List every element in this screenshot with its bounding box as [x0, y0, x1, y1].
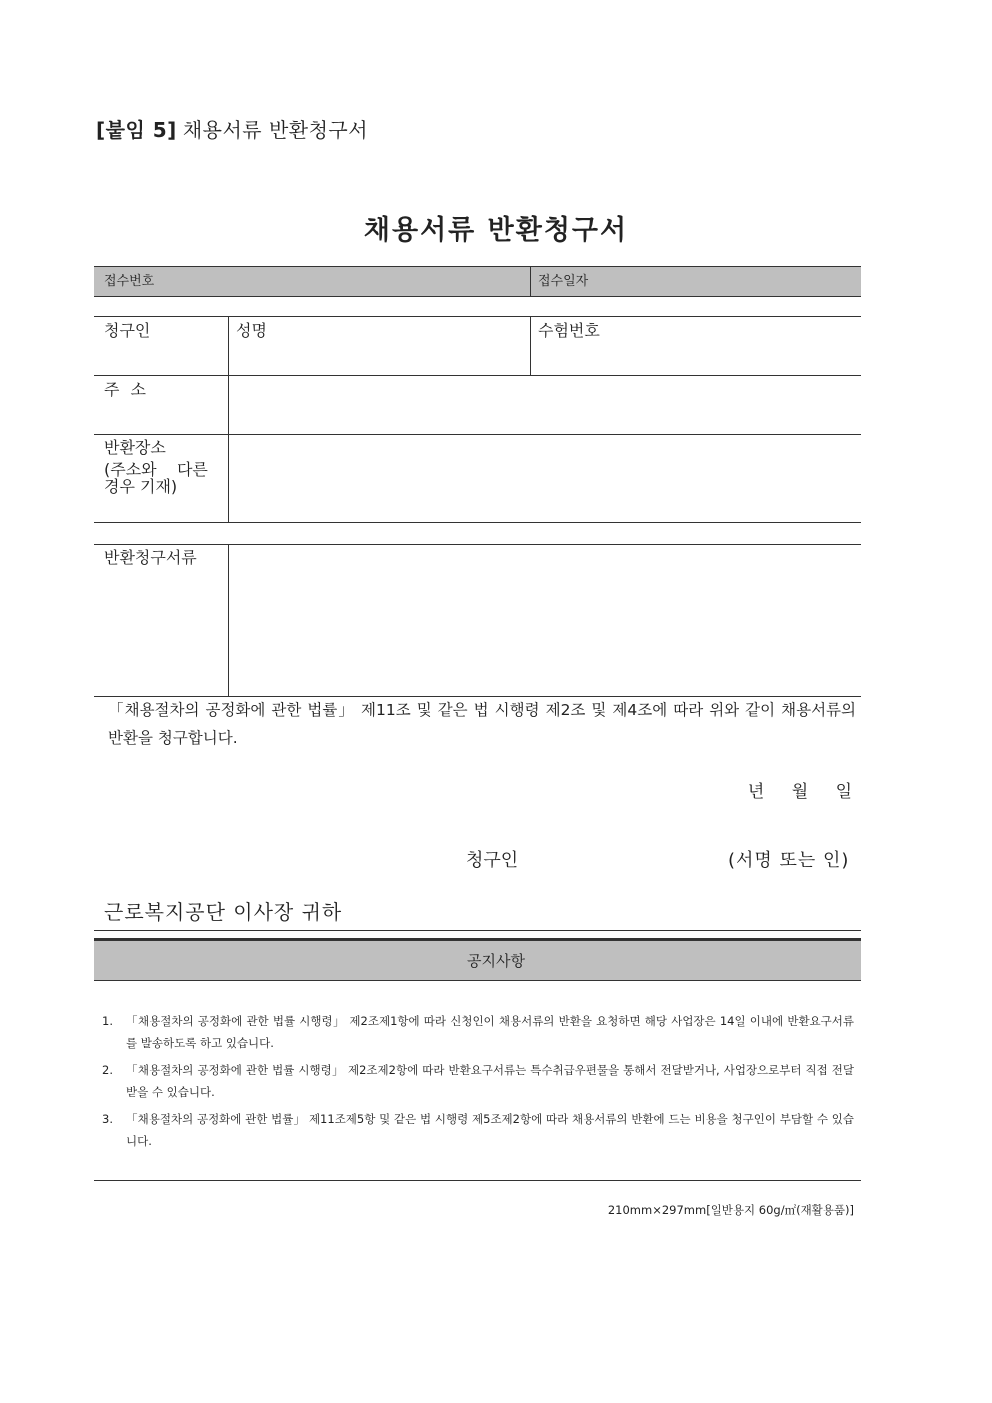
signature-field[interactable] — [540, 842, 720, 872]
notice-item-number: 1. — [102, 1014, 113, 1028]
notice-item — [102, 1059, 854, 1103]
address-label: 주 소 — [104, 380, 149, 399]
notice-item-text: 「채용절차의 공정화에 관한 법률 시행령」 제2조제2항에 따라 반환요구서류는 특수취급우편물을 통해서 전달받거나, 사업장으로부터 직접 전달받을 수 있습니다. — [126, 1063, 854, 1099]
receipt-number-label: 접수번호 — [104, 274, 155, 289]
claimant-label-divider — [228, 316, 229, 522]
signature-sign-label: (서명 또는 인) — [728, 850, 850, 871]
exam-number-label: 수험번호 — [538, 321, 600, 340]
documents-label: 반환청구서류 — [104, 548, 197, 567]
notice-item-text: 「채용절차의 공정화에 관한 법률 시행령」 제2조제1항에 따라 신청인이 채용서류의 반환을 요청하면 해당 사업장은 14일 이내에 반환요구서류를 발송하도록 하고 있습니다. — [126, 1014, 854, 1050]
attachment-title: 채용서류 반환청구서 — [182, 118, 369, 142]
name-field[interactable] — [236, 340, 522, 370]
notice-item — [102, 1108, 854, 1152]
statement-text: 「채용절차의 공정화에 관한 법률」 제11조 및 같은 법 시행령 제2조 및 제4조에 따라 위와 같이 채용서류의 반환을 청구합니다. — [108, 701, 856, 747]
notice-list — [102, 1010, 854, 1157]
claimant-bottom-border — [94, 522, 861, 523]
return-place-note-line2: 경우 기재) — [104, 477, 178, 496]
notice-item — [102, 1010, 854, 1054]
notice-top-thin-border — [94, 930, 861, 931]
return-place-field[interactable] — [236, 440, 854, 518]
attachment-heading — [96, 114, 368, 143]
documents-field[interactable] — [236, 550, 854, 690]
documents-top-border — [94, 544, 861, 545]
receipt-top-border — [94, 266, 861, 267]
receipt-divider — [530, 266, 531, 296]
receipt-number-field[interactable] — [160, 270, 520, 294]
receipt-date-label: 접수일자 — [538, 274, 589, 289]
paper-spec: 210mm×297mm[일반용지 60g/㎡(재활용품)] — [607, 1203, 854, 1217]
address-row-border — [94, 434, 861, 435]
exam-number-field[interactable] — [538, 340, 854, 370]
name-label: 성명 — [236, 321, 267, 340]
notice-item-number: 3. — [102, 1112, 113, 1126]
receipt-bottom-border — [94, 296, 861, 297]
notice-item-number: 2. — [102, 1063, 113, 1077]
recipient-line: 근로복지공단 이사장 귀하 — [104, 900, 343, 924]
address-field[interactable] — [236, 380, 854, 430]
documents-divider — [228, 544, 229, 696]
return-place-note-line1: (주소와 다른 — [104, 460, 208, 479]
notice-title: 공지사항 — [467, 952, 525, 970]
claimant-name-divider — [530, 316, 531, 375]
attachment-tag: [붙임 5] — [96, 118, 177, 142]
form-title: 채용서류 반환청구서 — [363, 215, 629, 246]
claimant-row-border — [94, 375, 861, 376]
date-line: 년 월 일 — [747, 782, 852, 802]
signature-claimant-label: 청구인 — [466, 850, 519, 871]
return-place-label: 반환장소 — [104, 438, 166, 457]
notice-bottom-border — [94, 1180, 861, 1181]
receipt-date-field[interactable] — [600, 270, 850, 294]
notice-item-text: 「채용절차의 공정화에 관한 법률」 제11조제5항 및 같은 법 시행령 제5조제2항에 따라 채용서류의 반환에 드는 비용을 청구인이 부담할 수 있습니다. — [126, 1112, 854, 1148]
claimant-top-border — [94, 316, 861, 317]
notice-title-bottom-border — [94, 980, 861, 981]
claimant-label: 청구인 — [104, 321, 151, 340]
